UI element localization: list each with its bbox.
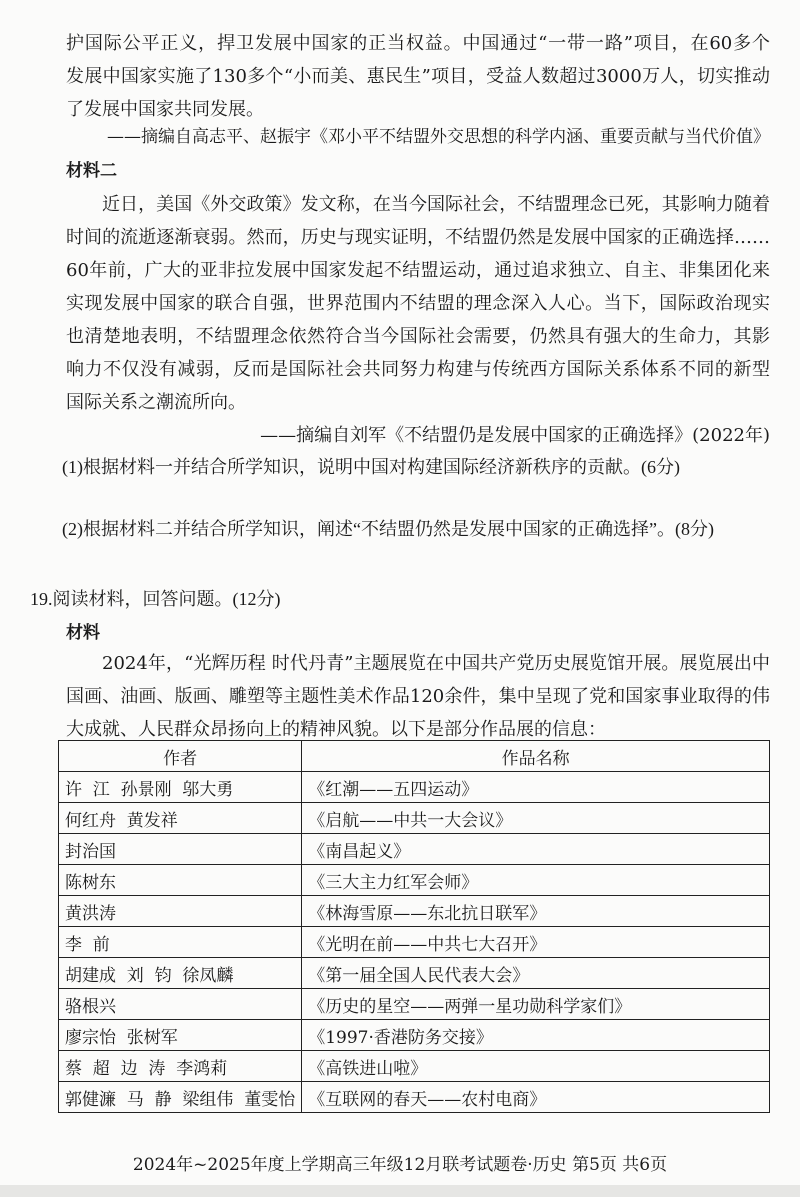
work-title-cell: 《互联网的春天——农村电商》	[302, 1082, 770, 1113]
work-title-cell: 《红潮——五四运动》	[302, 772, 770, 803]
scan-edge	[0, 1185, 800, 1197]
author-cell: 封治国	[59, 834, 302, 865]
work-title-cell: 《启航——中共一大会议》	[302, 803, 770, 834]
author-cell: 黄洪涛	[59, 896, 302, 927]
table-row	[59, 1082, 770, 1113]
question-2: (2)根据材料二并结合所学知识，阐述“不结盟仍然是发展中国家的正确选择”。(8分)	[62, 519, 714, 539]
table-row	[59, 865, 770, 896]
text-line: 时间的流逝逐渐衰弱。然而，历史与现实证明，不结盟仍然是发展中国家的正确选择……	[66, 227, 770, 248]
text-line: 护国际公平正义，捍卫发展中国家的正当权益。中国通过“一带一路”项目，在60多个	[66, 33, 770, 54]
table-row	[59, 1051, 770, 1082]
text-line: 了发展中国家共同发展。	[66, 99, 264, 120]
table-row	[59, 772, 770, 803]
author-cell: 郭健濂 马 静 梁组伟 董雯怡	[59, 1082, 302, 1113]
text-line: 大成就、人民群众昂扬向上的精神风貌。以下是部分作品展的信息：	[66, 719, 606, 740]
table-row	[59, 927, 770, 958]
work-title-cell: 《林海雪原——东北抗日联军》	[302, 896, 770, 927]
work-title-cell: 《第一届全国人民代表大会》	[302, 958, 770, 989]
author-cell: 廖宗怡 张树军	[59, 1020, 302, 1051]
work-title-cell: 《光明在前——中共七大召开》	[302, 927, 770, 958]
q19-material-heading: 材料	[66, 623, 100, 643]
artwork-table	[58, 740, 770, 1113]
text-line: 响力不仅没有减弱，反而是国际社会共同努力构建与传统西方国际关系体系不同的新型	[66, 359, 770, 380]
author-cell: 胡建成 刘 钧 徐凤麟	[59, 958, 302, 989]
work-title-cell: 《高铁进山啦》	[302, 1051, 770, 1082]
text-line: 实现发展中国家的联合自强，世界范围内不结盟的理念深入人心。当下，国际政治现实	[66, 293, 770, 314]
author-cell: 李 前	[59, 927, 302, 958]
source-citation: ——摘编自刘军《不结盟仍是发展中国家的正确选择》(2022年)	[260, 425, 770, 446]
table-row	[59, 1020, 770, 1051]
author-cell: 何红舟 黄发祥	[59, 803, 302, 834]
page-footer: 2024年~2025年度上学期高三年级12月联考试题卷·历史 第5页 共6页	[132, 1155, 668, 1175]
question-19-title: 19.阅读材料，回答问题。(12分)	[30, 589, 281, 609]
table-row	[59, 803, 770, 834]
header-work-title: 作品名称	[302, 741, 770, 772]
text-line: 发展中国家实施了130多个“小而美、惠民生”项目，受益人数超过3000万人，切实推动	[66, 66, 770, 87]
author-cell: 蔡 超 边 涛 李鸿莉	[59, 1051, 302, 1082]
table-header-row	[59, 741, 770, 772]
author-cell: 骆根兴	[59, 989, 302, 1020]
header-author: 作者	[59, 741, 302, 772]
work-title-cell: 《三大主力红军会师》	[302, 865, 770, 896]
material-2-heading: 材料二	[66, 161, 117, 181]
table-row	[59, 834, 770, 865]
table-row	[59, 896, 770, 927]
table-row	[59, 958, 770, 989]
text-line: 也清楚地表明，不结盟理念依然符合当今国际社会需要，仍然具有强大的生命力，其影	[66, 326, 770, 347]
work-title-cell: 《1997·香港防务交接》	[302, 1020, 770, 1051]
work-title-cell: 《历史的星空——两弹一星功勋科学家们》	[302, 989, 770, 1020]
text-line: 国际关系之潮流所向。	[66, 392, 246, 413]
text-line: 2024年，“光辉历程 时代丹青”主题展览在中国共产党历史展览馆开展。展览展出中	[102, 653, 770, 674]
author-cell: 陈树东	[59, 865, 302, 896]
text-line: 60年前，广大的亚非拉发展中国家发起不结盟运动，通过追求独立、自主、非集团化来	[66, 260, 770, 281]
table-row	[59, 989, 770, 1020]
text-line: 国画、油画、版画、雕塑等主题性美术作品120余件，集中呈现了党和国家事业取得的伟	[66, 686, 770, 707]
author-cell: 许 江 孙景刚 邬大勇	[59, 772, 302, 803]
work-title-cell: 《南昌起义》	[302, 834, 770, 865]
question-1: (1)根据材料一并结合所学知识，说明中国对构建国际经济新秩序的贡献。(6分)	[62, 457, 680, 477]
text-line: 近日，美国《外交政策》发文称，在当今国际社会，不结盟理念已死，其影响力随着	[102, 194, 770, 215]
source-citation: ——摘编自高志平、赵振宇《邓小平不结盟外交思想的科学内涵、重要贡献与当代价值》	[107, 127, 770, 147]
